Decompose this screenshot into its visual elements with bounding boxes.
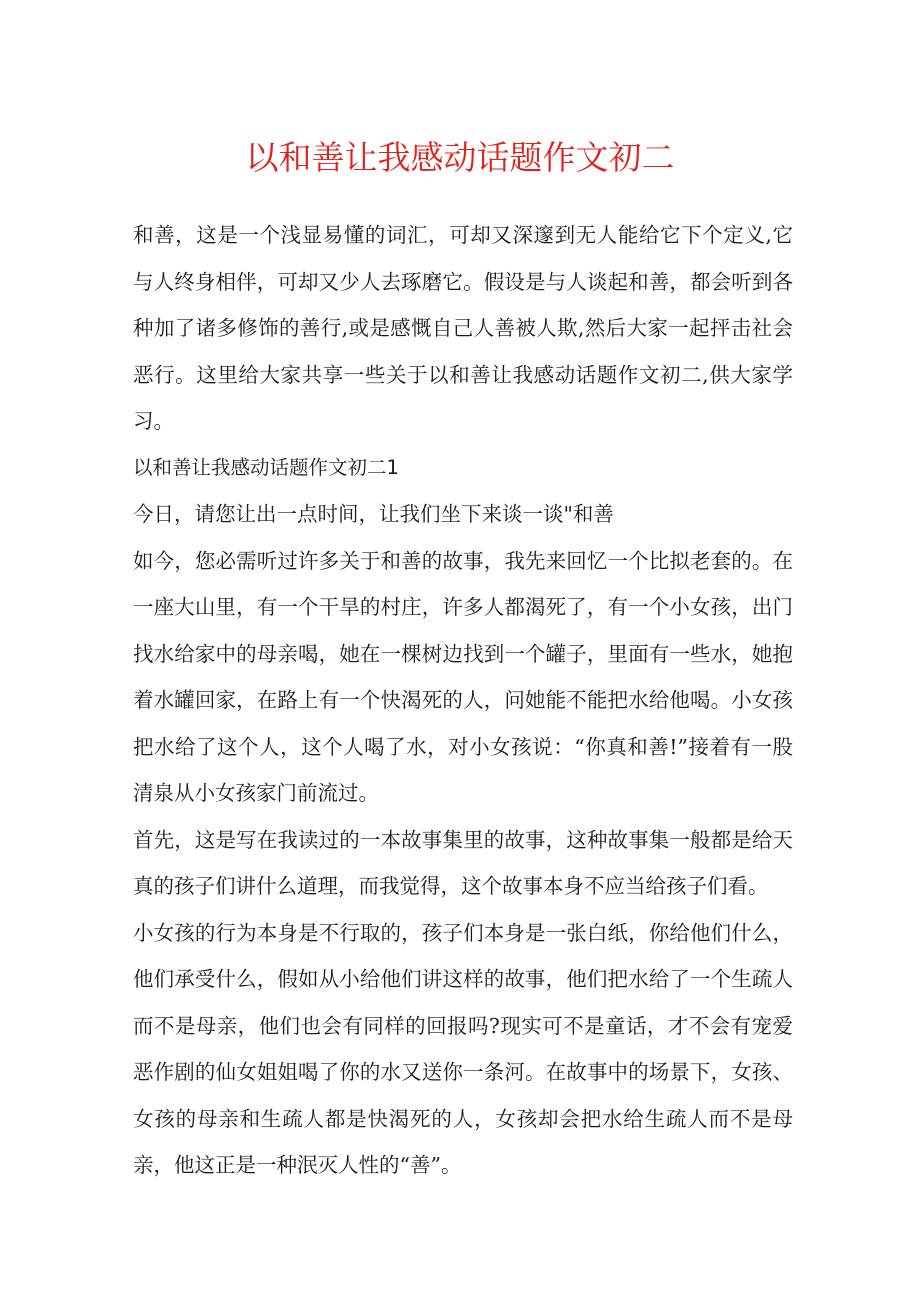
comment-paragraph: 首先，这是写在我读过的一本故事集里的故事，这种故事集一般都是给天真的孩子们讲什么道理，而我觉得，这个故事本身不应当给孩子们看。 (133, 827, 793, 898)
document-title: 以和善让我感动话题作文初二 (245, 138, 675, 177)
analysis-paragraph: 小女孩的行为本身是不行取的，孩子们本身是一张白纸，你给他们什么，他们承受什么，假如从小给他们讲这样的故事，他们把水给了一个生疏人而不是母亲，他们也会有同样的回报吗?现实可不是童话，才不会有宠爱恶作剧的仙女姐姐喝了你的水又送你一条河。在故事中的场景下，女孩、女孩的母亲和生疏人都是快渴死的人，女孩却会把水给生疏人而不是母亲，他这正是一种泯灭人性的“善”。 (133, 920, 793, 1177)
document-body (133, 212, 793, 1189)
opening-line: 今日，请您让出一点时间，让我们坐下来谈一谈"和善 (133, 502, 614, 526)
intro-paragraph: 和善，这是一个浅显易懂的词汇，可却又深邃到无人能给它下个定义,它与人终身相伴，可却又少人去琢磨它。假设是与人谈起和善，都会听到各种加了诸多修饰的善行,或是感慨自己人善被人欺,然后大家一起抨击社会恶行。这里给大家共享一些关于以和善让我感动话题作文初二,供大家学习。 (133, 223, 793, 433)
section-heading: 以和善让我感动话题作文初二1 (133, 455, 399, 479)
story-paragraph: 如今，您必需听过许多关于和善的故事，我先来回忆一个比拟老套的。在一座大山里，有一个干旱的村庄，许多人都渴死了，有一个小女孩，出门找水给家中的母亲喝，她在一棵树边找到一个罐子，里面有一些水，她抱着水罐回家，在路上有一个快渴死的人，问她能不能把水给他喝。小女孩把水给了这个人，这个人喝了水，对小女孩说：“你真和善!”接着有一股清泉从小女孩家门前流过。 (133, 548, 793, 805)
